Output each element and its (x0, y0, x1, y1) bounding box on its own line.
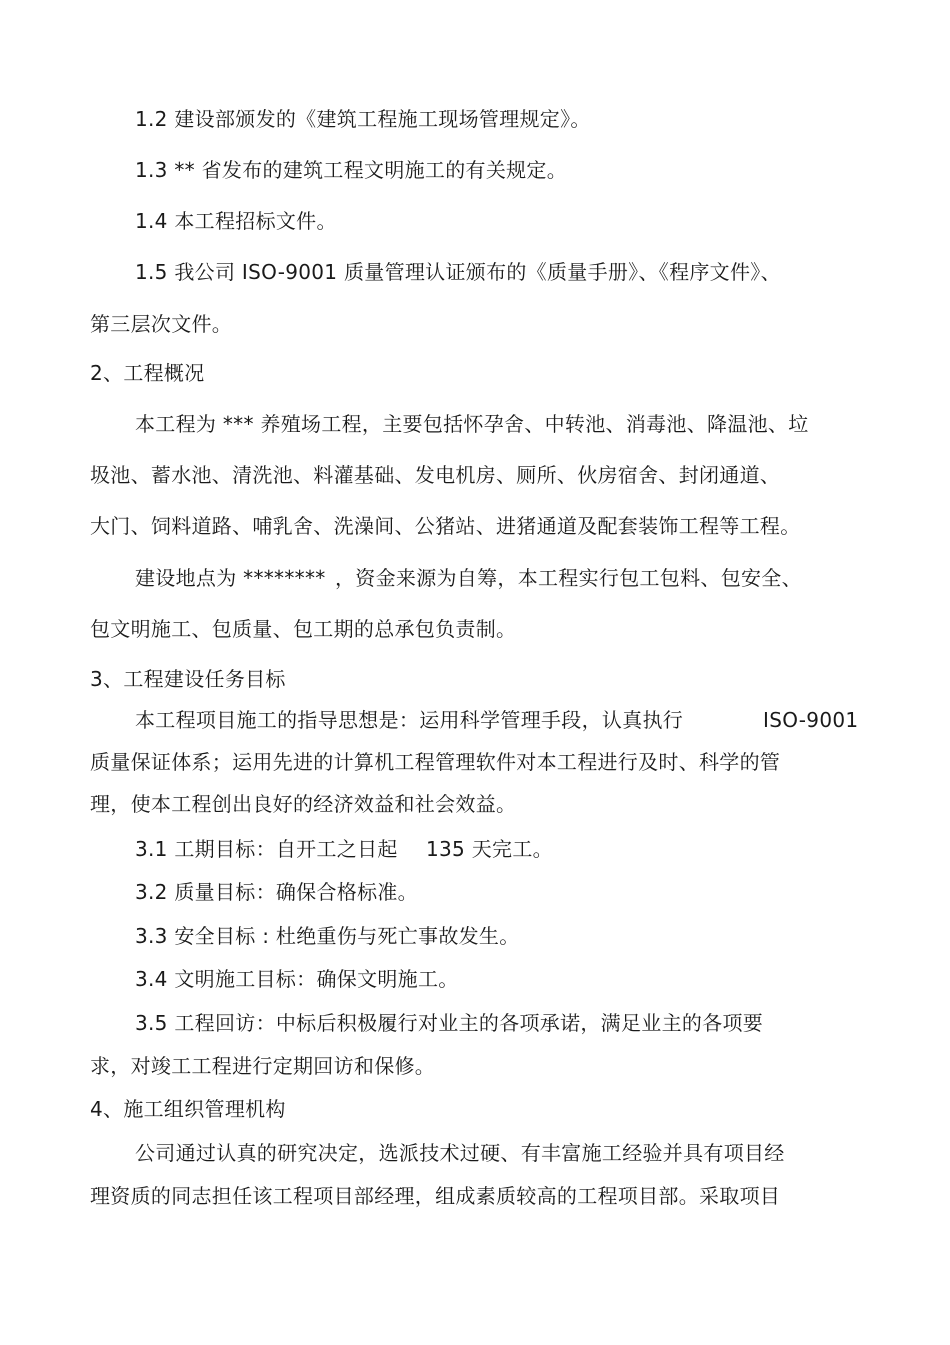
section-heading-3: 3、工程建设任务目标 (90, 667, 286, 691)
paragraph-line: 理，使本工程创出良好的经济效益和社会效益。 (90, 792, 517, 816)
paragraph-line: 质量保证体系；运用先进的计算机工程管理软件对本工程进行及时、科学的管 (90, 750, 781, 774)
goal-3-1-part: 3.1 工期目标：自开工之日起 (135, 837, 398, 861)
section-heading-2: 2、工程概况 (90, 361, 205, 385)
paragraph-line-part: ISO-9001 (763, 708, 859, 732)
paragraph-line: 公司通过认真的研究决定，选派技术过硬、有丰富施工经验并具有项目经 (135, 1141, 785, 1165)
paragraph-line: 圾池、蓄水池、清洗池、料灌基础、发电机房、厕所、伙房宿舍、封闭通道、 (90, 463, 781, 487)
paragraph-line: 理资质的同志担任该工程项目部经理，组成素质较高的工程项目部。采取项目 (90, 1184, 781, 1208)
goal-3-1-part: 135 天完工。 (426, 837, 553, 861)
item-1-5: 1.5 我公司 ISO-9001 质量管理认证颁布的《质量手册》、《程序文件》、 (135, 260, 781, 284)
paragraph-line-part: 本工程项目施工的指导思想是：运用科学管理手段，认真执行 (135, 708, 684, 732)
goal-3-5-continued: 求，对竣工工程进行定期回访和保修。 (90, 1054, 436, 1078)
goal-3-5: 3.5 工程回访：中标后积极履行对业主的各项承诺，满足业主的各项要 (135, 1011, 764, 1035)
paragraph-line: 包文明施工、包质量、包工期的总承包负责制。 (90, 617, 517, 641)
goal-3-3: 3.3 安全目标 : 杜绝重伤与死亡事故发生。 (135, 924, 520, 948)
paragraph-line: 大门、饲料道路、哺乳舍、洗澡间、公猪站、进猪通道及配套装饰工程等工程。 (90, 514, 801, 538)
item-1-4: 1.4 本工程招标文件。 (135, 209, 337, 233)
goal-3-4: 3.4 文明施工目标：确保文明施工。 (135, 967, 459, 991)
paragraph-line: 本工程为 *** 养殖场工程，主要包括怀孕舍、中转池、消毒池、降温池、垃 (135, 412, 809, 436)
goal-3-2: 3.2 质量目标：确保合格标准。 (135, 880, 418, 904)
paragraph-line-part: 建设地点为 ******** (135, 566, 326, 590)
item-1-2: 1.2 建设部颁发的《建筑工程施工现场管理规定》。 (135, 107, 591, 131)
paragraph-line-part: ，资金来源为自筹，本工程实行包工包料、包安全、 (335, 566, 802, 590)
item-1-3: 1.3 ** 省发布的建筑工程文明施工的有关规定。 (135, 158, 568, 182)
section-heading-4: 4、施工组织管理机构 (90, 1097, 286, 1121)
item-1-5-continued: 第三层次文件。 (90, 312, 233, 336)
